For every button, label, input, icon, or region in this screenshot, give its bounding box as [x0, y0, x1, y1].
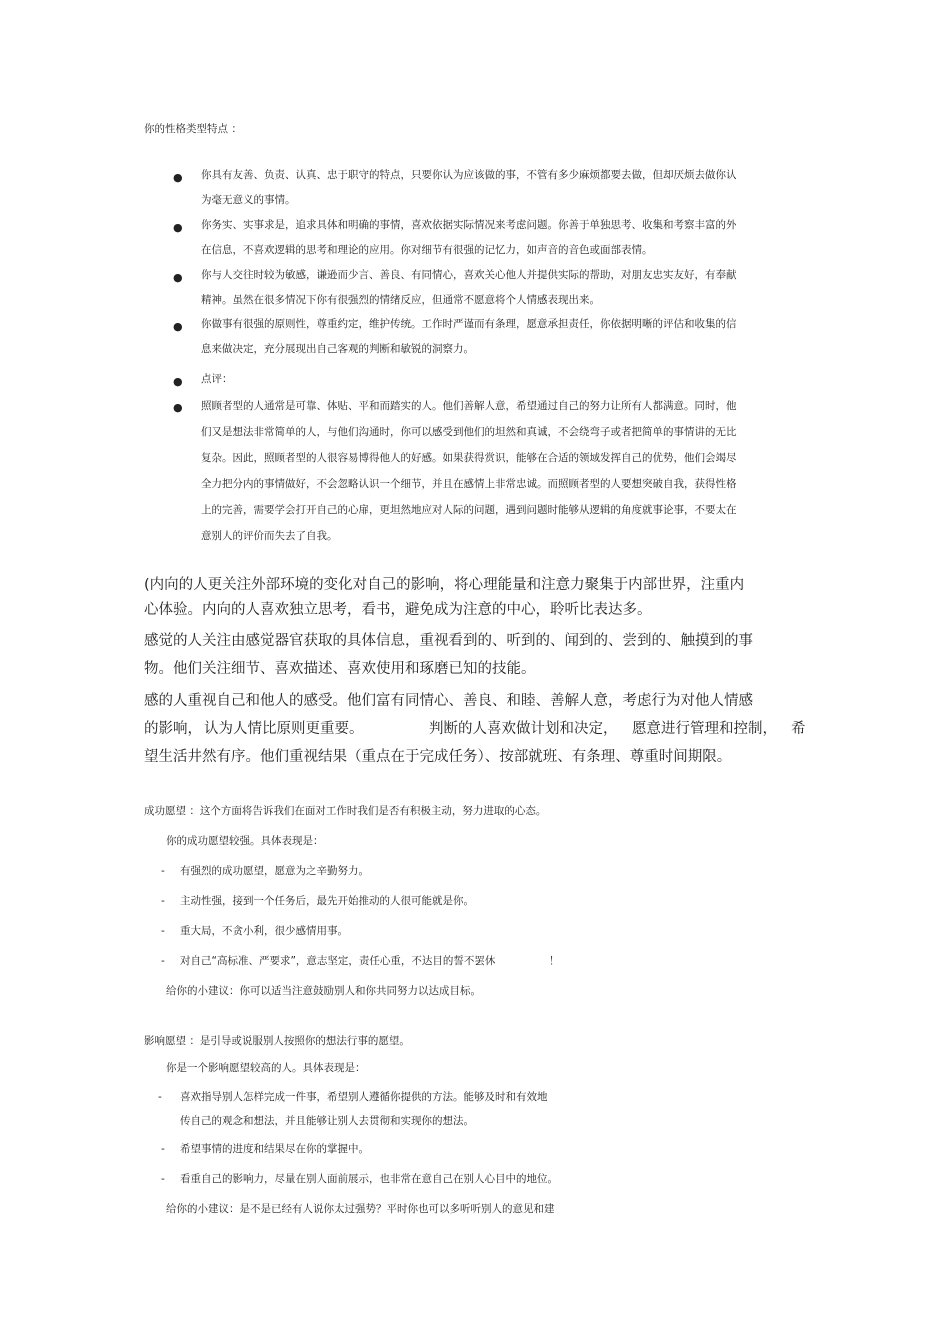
- dash-marker: -: [158, 1091, 162, 1103]
- list-item: 你务实、实事求是，追求具体和明确的事情，喜欢依据实际情况来考虑问题。你善于单独思考、收集和考察丰富的外 在信息，不喜欢逻辑的思考和理论的应用。你对细节有很强的记忆力，如声音的音色或面部表情。: [201, 219, 737, 256]
- paragraph-line: 的影响，: [144, 721, 202, 737]
- paragraph-line: 愿意进行管理和控制，: [632, 721, 777, 737]
- paragraph-line: 认为人情比原则更重要。: [204, 721, 364, 737]
- exclamation-mark: ！: [549, 955, 560, 967]
- list-item: 你做事有很强的原则性，尊重约定，维护传统。工作时严谨而有条理，愿意承担责任，你依据明晰的评估和收集的信 息来做决定，充分展现出自己客观的判断和敏锐的洞察力。: [201, 318, 737, 355]
- paragraph-line: 希: [791, 721, 806, 737]
- success-advice: 给你的小建议：你可以适当注意鼓励别人和你共同努力以达成目标。: [166, 985, 481, 997]
- dash-marker: -: [161, 925, 165, 937]
- paragraph-line: 判断的人喜欢做计划和决定，: [429, 721, 618, 737]
- list-item: 重大局，不贪小利，很少感情用事。: [180, 925, 348, 937]
- bullet-icon: ●: [173, 171, 183, 184]
- section-heading: 你的性格类型特点 ：: [144, 123, 242, 135]
- list-item: 希望事情的进度和结果尽在你的掌握中。: [180, 1143, 369, 1155]
- paragraph-line: 感的人重视自己和他人的感受。他们富有同情心、善良、和睦、善解人意，考虑行为对他人情感: [144, 693, 753, 709]
- list-item: 喜欢指导别人怎样完成一件事，希望别人遵循你提供的方法。能够及时和有效地: [180, 1091, 548, 1103]
- dash-marker: -: [161, 955, 165, 967]
- influence-intro: 你是一个影响愿望较高的人。具体表现是：: [166, 1062, 366, 1074]
- dash-marker: -: [161, 1143, 165, 1155]
- influence-title: 影响愿望 ：是引导或说服别人按照你的想法行事的愿望。: [144, 1035, 410, 1047]
- list-item: 有强烈的成功愿望，愿意为之辛勤努力。: [180, 865, 369, 877]
- dash-marker: -: [161, 865, 165, 877]
- bullet-icon: ●: [173, 375, 183, 388]
- bullet-icon: ●: [173, 320, 183, 333]
- bullet-icon: ●: [173, 271, 183, 284]
- paragraph-line: 感觉的人关注由感觉器官获取的具体信息，重视看到的、听到的、闻到的、尝到的、触摸到的事: [144, 633, 753, 649]
- success-intro: 你的成功愿望较强。具体表现是：: [166, 835, 324, 847]
- bullet-icon: ●: [173, 221, 183, 234]
- paragraph-line: (内向的人更关注外部环境的变化对自己的影响，将心理能量和注意力聚集于内部世界，注重内: [144, 577, 745, 593]
- dash-marker: -: [161, 895, 165, 907]
- paragraph-line: 物。他们关注细节、喜欢描述、喜欢使用和琢磨已知的技能。: [144, 661, 536, 677]
- influence-advice: 给你的小建议：是不是已经有人说你太过强势？平时你也可以多听听别人的意见和建: [166, 1203, 555, 1215]
- paragraph-line: 望生活井然有序。他们重视结果（重点在于完成任务）、按部就班、有条理、尊重时间期限。: [144, 749, 732, 765]
- list-item: 你与人交往时较为敏感，谦逊而少言、善良、有同情心，喜欢关心他人并提供实际的帮助，对朋友忠实友好，有奉献 精神。虽然在很多情况下你有很强烈的情绪反应，但通常不愿意将个人情感表现出来。: [201, 269, 737, 306]
- dash-marker: -: [161, 1173, 165, 1185]
- list-item: 对自己“高标准、严要求”，意志坚定，责任心重，不达目的誓不罢休: [180, 955, 496, 967]
- list-item: 你具有友善、负责、认真、忠于职守的特点，只要你认为应该做的事，不管有多少麻烦都要去做，但却厌烦去做你认 为毫无意义的事情。: [201, 169, 737, 206]
- list-item-continuation: 传自己的观念和想法，并且能够让别人去贯彻和实现你的想法。: [180, 1115, 474, 1127]
- list-item: 点评：: [201, 373, 233, 385]
- list-item: 照顾者型的人通常是可靠、体贴、平和而踏实的人。他们善解人意，希望通过自己的努力让所有人都满意。同时，他 们又是想法非常简单的人，与他们沟通时，你可以感受到他们的坦然和真诚，不会绕弯子或者把简单的事情讲的无比 复杂。因此，照顾者型的人很容易博得他人的好感。如果获得赏识，能够在合适的领域发挥自己的优势，他们会竭尽 全力把分内的事情做好，不会忽略认识一个细节，并且在感情上非常忠诚。而照顾者型的人要想突破自我，获得性格 上的完善，需要学会打开自己的心扉，更坦然地应对人际的问题，遇到问题时能够从逻辑的角度就事论事，不要太在 意别人的评价而失去了自我。: [201, 400, 737, 542]
- success-title: 成功愿望 ：这个方面将告诉我们在面对工作时我们是否有积极主动，努力进取的心态。: [144, 805, 547, 817]
- bullet-icon: ●: [173, 401, 183, 414]
- paragraph-line: 心体验。内向的人喜欢独立思考，看书，避免成为注意的中心，聆听比表达多。: [144, 602, 652, 618]
- list-item: 看重自己的影响力，尽量在别人面前展示，也非常在意自己在别人心目中的地位。: [180, 1173, 558, 1185]
- list-item: 主动性强，接到一个任务后，最先开始推动的人很可能就是你。: [180, 895, 474, 907]
